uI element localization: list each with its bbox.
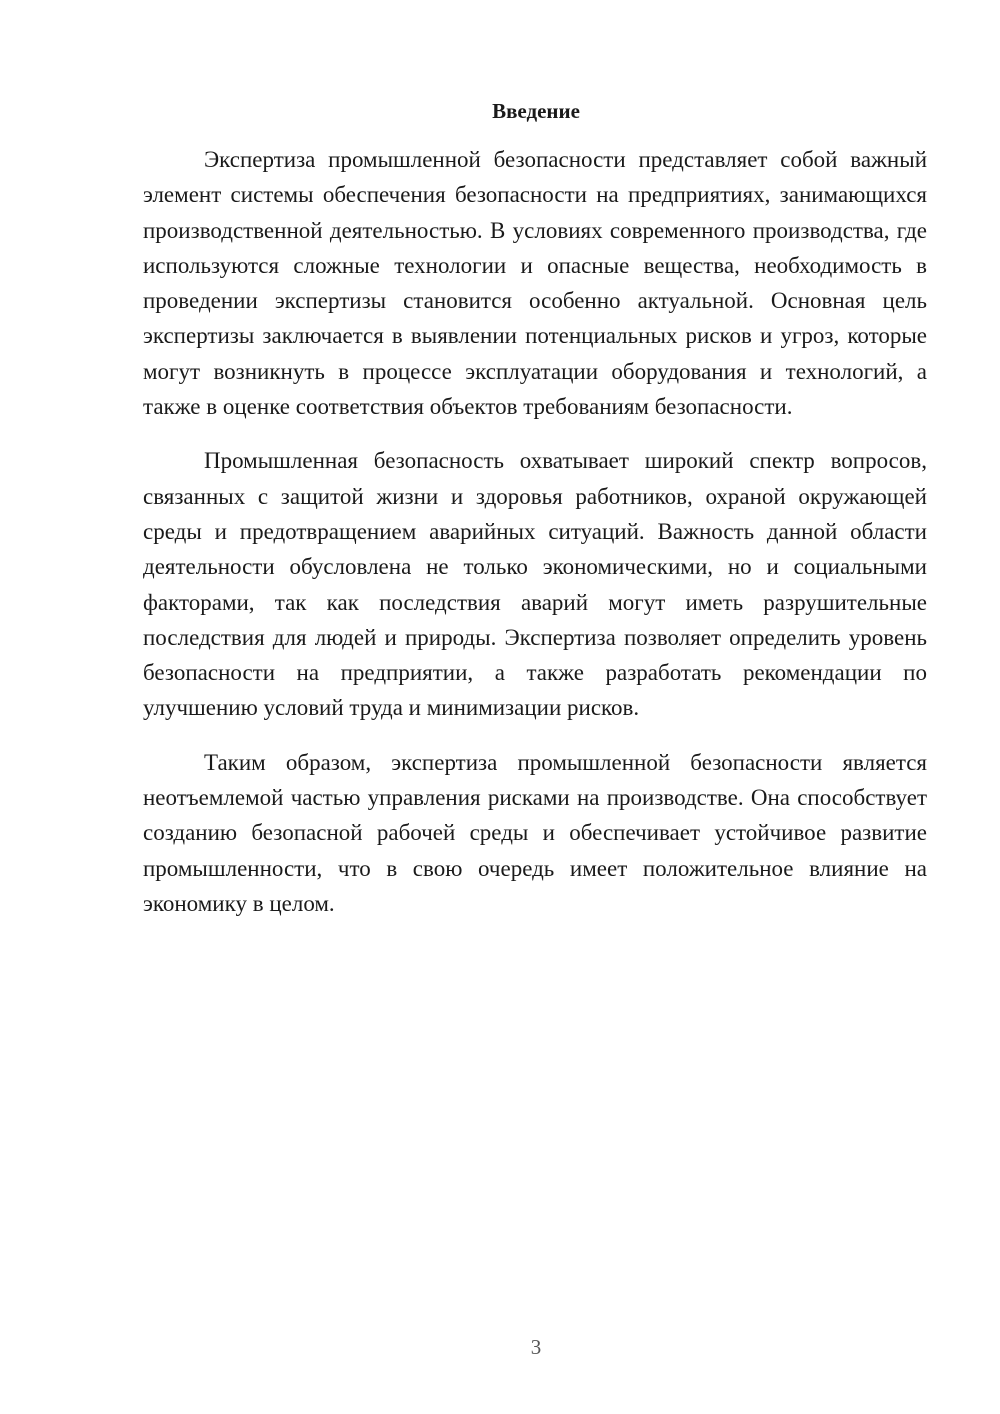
- body-text: [143, 142, 927, 921]
- paragraph-3: Таким образом, экспертиза промышленной безопасности является неотъемлемой частью управления рисками на производстве. Она способствует созданию безопасной рабочей среды и обеспечивает устойчивое развитие промышленности, что в свою очередь имеет положительное влияние на экономику в целом.: [143, 749, 927, 916]
- page-number: 3: [530, 1335, 542, 1359]
- paragraph-2: Промышленная безопасность охватывает широкий спектр вопросов, связанных с защитой жизни и здоровья работников, охраной окружающей среды и предотвращением аварийных ситуаций. Важность данной области деятельности обусловлена не только экономическими, но и социальными факторами, так как последствия аварий могут иметь разрушительные последствия для людей и природы. Экспертиза позволяет определить уровень безопасности на предприятии, а также разработать рекомендации по улучшению условий труда и минимизации рисков.: [143, 448, 927, 721]
- paragraph-1: Экспертиза промышленной безопасности представляет собой важный элемент системы обеспечения безопасности на предприятиях, занимающихся производственной деятельностью. В условиях современного производства, где используются сложные технологии и опасные вещества, необходимость в проведении экспертизы становится особенно актуальной. Основная цель экспертизы заключается в выявлении потенциальных рисков и угроз, которые могут возникнуть в процессе эксплуатации оборудования и технологий, а также в оценке соответствия объектов требованиям безопасности.: [143, 147, 927, 420]
- section-heading: Введение: [492, 99, 580, 123]
